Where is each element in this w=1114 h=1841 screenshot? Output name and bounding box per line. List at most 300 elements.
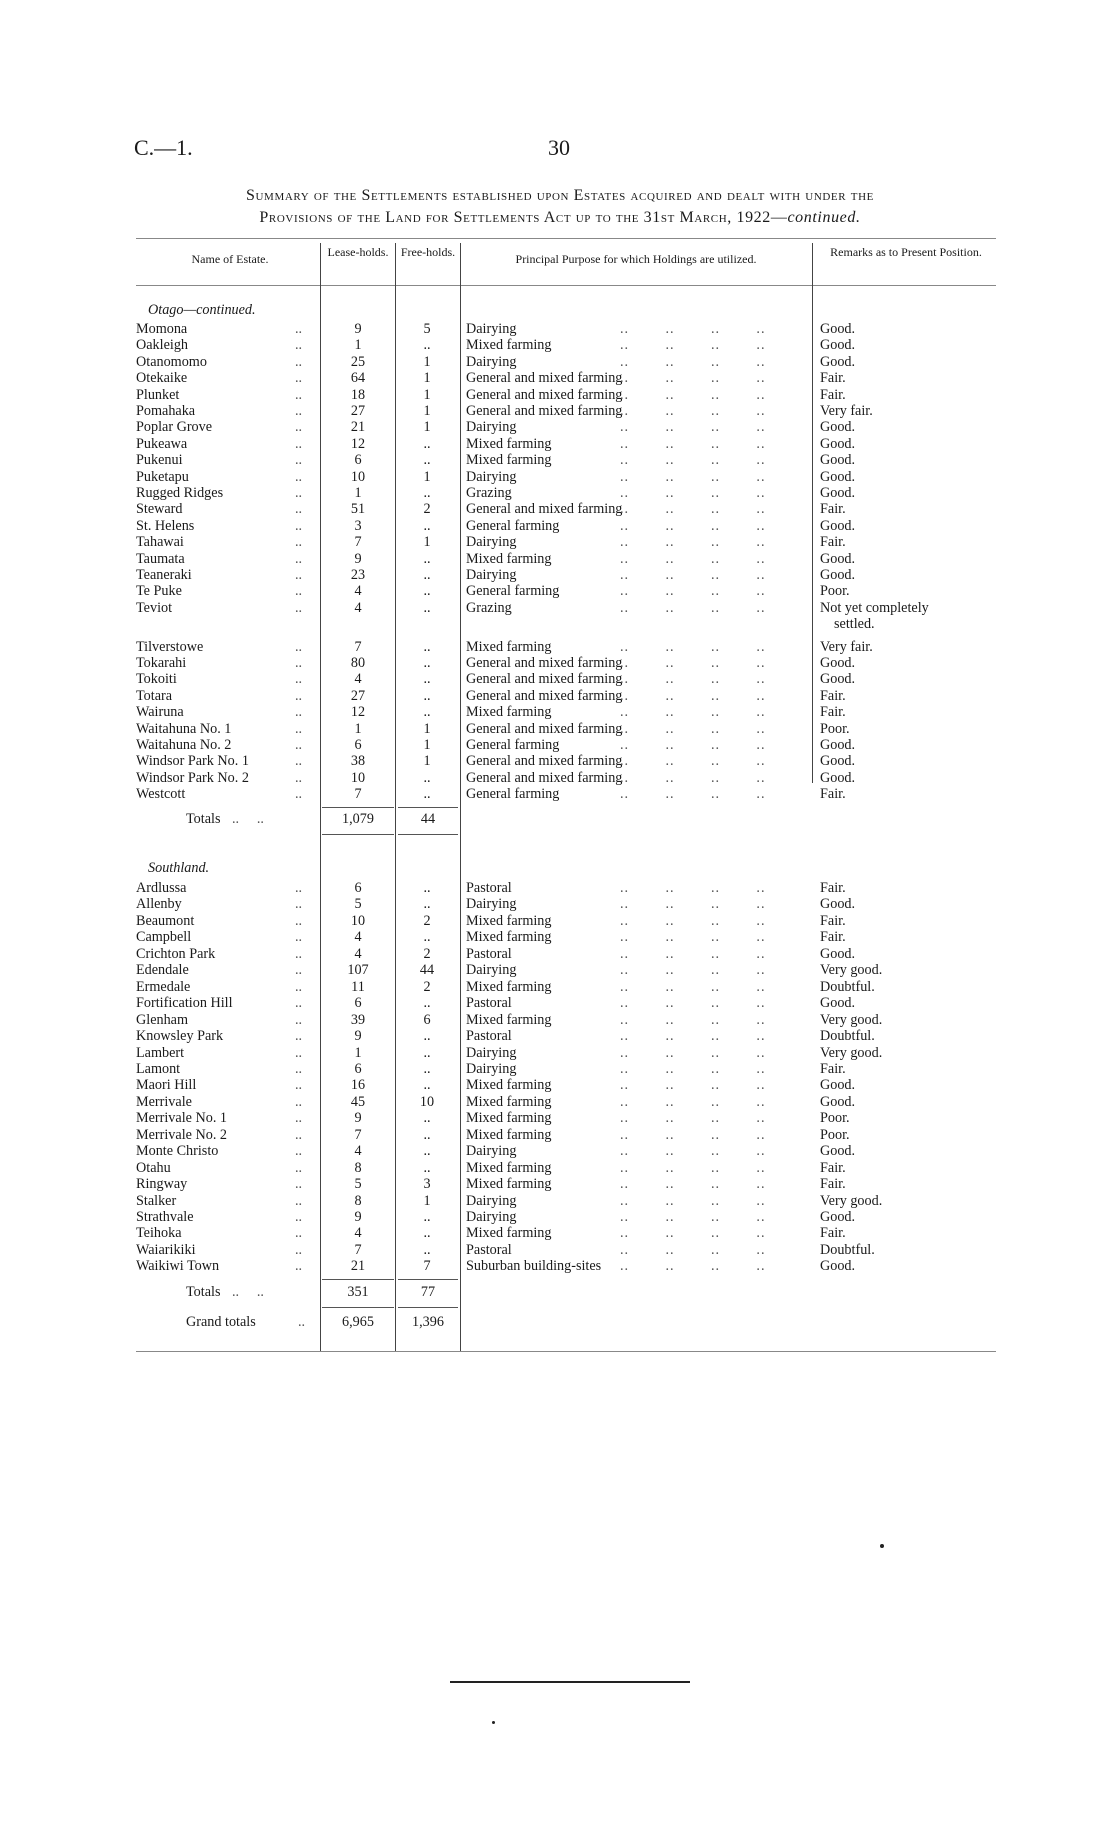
remark-value: Good.: [820, 321, 856, 337]
leaseholds-value: 1: [354, 337, 362, 354]
leaseholds-value: 27: [350, 687, 366, 704]
purpose-value: Mixed farming: [466, 435, 552, 452]
leader-dots: ..: [295, 962, 303, 979]
heading-line-2-text: Provisions of the Land for Settlements Act up to the 31st March, 1922—: [259, 209, 788, 226]
remark-value: Good.: [820, 517, 856, 534]
leader-dots: ..: [295, 1159, 303, 1176]
freeholds-value: 1: [423, 1192, 431, 1209]
leader-dots: .. .. .. ..: [620, 583, 766, 600]
estate-name: Beaumont: [136, 912, 195, 929]
purpose-value: Mixed farming: [466, 978, 552, 995]
leader-dots: .. .. .. ..: [620, 1077, 766, 1094]
freeholds-value: ..: [423, 995, 431, 1012]
leader-dots: ..: [295, 786, 303, 803]
freeholds-value: ..: [423, 1110, 431, 1127]
table-row: [0, 337, 1114, 353]
leaseholds-value: 1: [354, 720, 362, 737]
leader-dots: .. .. .. ..: [620, 753, 766, 770]
purpose-value: General and mixed farming: [466, 720, 623, 737]
leader-dots: ..: [295, 501, 303, 518]
table-row: [0, 721, 1114, 737]
leaseholds-value: 7: [354, 1126, 362, 1143]
freeholds-value: ..: [423, 485, 431, 501]
table-row: [0, 567, 1114, 583]
doc-reference: C.—1.: [134, 135, 193, 160]
remark-value: Fair.: [820, 786, 846, 803]
leader-dots: .. .. .. ..: [620, 337, 766, 354]
table-row: [0, 387, 1114, 403]
freeholds-value: ..: [423, 583, 431, 600]
leader-dots: .. .. .. ..: [620, 599, 766, 616]
leader-dots: ..: [295, 720, 303, 737]
leader-dots: ..: [295, 534, 303, 551]
remark-value: Good.: [820, 485, 856, 501]
leader-dots: ..: [295, 1044, 303, 1061]
leaseholds-value: 16: [350, 1077, 366, 1094]
leaseholds-value: 6: [354, 452, 362, 469]
estate-name: St. Helens: [136, 517, 195, 534]
leader-dots: .. .. .. ..: [620, 501, 766, 518]
leader-dots: ..: [295, 386, 303, 403]
leader-dots: ..: [295, 1225, 303, 1242]
purpose-value: General and mixed farming: [466, 403, 623, 419]
purpose-value: Mixed farming: [466, 1225, 552, 1242]
leader-dots: .. .. .. ..: [620, 929, 766, 946]
freeholds-value: 1: [423, 419, 431, 436]
leaseholds-value: 4: [354, 929, 362, 946]
leader-dots: ..: [295, 912, 303, 929]
leader-dots: .. ..: [232, 1284, 264, 1300]
heading-line-2: [120, 207, 1000, 229]
totals-label: Totals: [186, 1284, 221, 1300]
purpose-value: Mixed farming: [466, 337, 552, 354]
leader-dots: ..: [295, 419, 303, 436]
freeholds-value: ..: [423, 1060, 431, 1077]
remark-value: Doubtful.: [820, 978, 875, 995]
purpose-value: Grazing: [466, 485, 512, 501]
purpose-value: Mixed farming: [466, 929, 552, 946]
estate-name: Campbell: [136, 929, 192, 946]
leaseholds-value: 7: [354, 638, 362, 655]
leaseholds-value: 5: [354, 1176, 362, 1193]
estate-name: Ermedale: [136, 978, 191, 995]
totals-freeholds: 44: [420, 811, 436, 827]
table-row: [0, 1045, 1114, 1061]
heading-continued: continued.: [787, 209, 861, 226]
estate-name: Monte Christo: [136, 1143, 219, 1160]
leader-dots: ..: [295, 370, 303, 387]
estate-name: Merrivale No. 1: [136, 1110, 228, 1127]
leader-dots: ..: [295, 995, 303, 1012]
estate-name: Allenby: [136, 896, 182, 913]
remark-value: Good.: [820, 1093, 856, 1110]
leader-dots: .. .. .. ..: [620, 1225, 766, 1242]
leader-dots: ..: [295, 1093, 303, 1110]
leader-dots: .. .. .. ..: [620, 880, 766, 896]
leader-dots: ..: [295, 945, 303, 962]
totals-label: Totals: [186, 811, 221, 827]
leaseholds-value: 18: [350, 386, 366, 403]
leader-dots: .. .. .. ..: [620, 452, 766, 469]
leaseholds-value: 107: [347, 962, 369, 979]
freeholds-value: 1: [423, 720, 431, 737]
leaseholds-value: 4: [354, 1225, 362, 1242]
table-row: [0, 1258, 1114, 1274]
remark-value: Very good.: [820, 962, 883, 979]
leader-dots: .. ..: [232, 811, 264, 827]
table-row: [0, 583, 1114, 599]
freeholds-value: ..: [423, 671, 431, 688]
purpose-value: Dairying: [466, 1209, 517, 1225]
remark-value: Fair.: [820, 912, 846, 929]
table-row: [0, 501, 1114, 517]
purpose-value: Dairying: [466, 896, 517, 913]
section-title-otago: Otago—continued.: [148, 302, 256, 318]
estate-name: Knowsley Park: [136, 1028, 224, 1045]
purpose-value: General farming: [466, 517, 560, 534]
estate-name: Tokarahi: [136, 655, 187, 671]
leader-dots: ..: [295, 321, 303, 337]
leader-dots: ..: [298, 1314, 306, 1330]
leader-dots: ..: [295, 929, 303, 946]
purpose-value: Dairying: [466, 567, 517, 583]
table-row: [0, 600, 1114, 616]
totals-rule: [398, 807, 458, 808]
remark-value: Good.: [820, 1258, 856, 1275]
table-row: [0, 770, 1114, 786]
estate-name: Plunket: [136, 386, 180, 403]
freeholds-value: 2: [423, 501, 431, 518]
purpose-value: Dairying: [466, 1060, 517, 1077]
estate-name: Glenham: [136, 1011, 189, 1028]
table-row: [0, 1110, 1114, 1126]
leader-dots: ..: [295, 687, 303, 704]
remark-value: Good.: [820, 452, 856, 469]
purpose-value: General and mixed farming: [466, 769, 623, 786]
leader-dots: ..: [295, 1077, 303, 1094]
leader-dots: .. .. .. ..: [620, 1209, 766, 1225]
leader-dots: ..: [295, 1060, 303, 1077]
leaseholds-value: 39: [350, 1011, 366, 1028]
leaseholds-value: 51: [350, 501, 366, 518]
leader-dots: .. .. .. ..: [620, 737, 766, 753]
grand-totals-leaseholds: 6,965: [342, 1314, 374, 1330]
column-header-freeholds: Free-holds.: [400, 245, 456, 259]
freeholds-value: ..: [423, 638, 431, 655]
freeholds-value: ..: [423, 1077, 431, 1094]
remark-value: Poor.: [820, 1126, 850, 1143]
totals-leaseholds: 1,079: [342, 811, 374, 827]
freeholds-value: ..: [423, 1044, 431, 1061]
totals-rule: [322, 807, 394, 808]
leader-dots: .. .. .. ..: [620, 1192, 766, 1209]
estate-name: Pukeawa: [136, 435, 188, 452]
purpose-value: Mixed farming: [466, 1077, 552, 1094]
remark-value: Good.: [820, 337, 856, 354]
leader-dots: .. .. .. ..: [620, 769, 766, 786]
leader-dots: .. .. .. ..: [620, 786, 766, 803]
leaseholds-value: 45: [350, 1093, 366, 1110]
freeholds-value: ..: [423, 337, 431, 354]
leaseholds-value: 23: [350, 567, 366, 583]
totals-rule: [398, 834, 458, 835]
leader-dots: ..: [295, 1143, 303, 1160]
freeholds-value: ..: [423, 1209, 431, 1225]
estate-name: Pukenui: [136, 452, 183, 469]
estate-name: Otanomomo: [136, 353, 207, 370]
freeholds-value: ..: [423, 786, 431, 803]
table-row: [0, 321, 1114, 337]
freeholds-value: ..: [423, 599, 431, 616]
purpose-value: General and mixed farming: [466, 501, 623, 518]
leader-dots: ..: [295, 583, 303, 600]
leader-dots: .. .. .. ..: [620, 978, 766, 995]
estate-name: Lamont: [136, 1060, 181, 1077]
remark-value: Good.: [820, 567, 856, 583]
purpose-value: Mixed farming: [466, 1176, 552, 1193]
freeholds-value: ..: [423, 769, 431, 786]
freeholds-value: ..: [423, 435, 431, 452]
leader-dots: ..: [295, 550, 303, 567]
leader-dots: ..: [295, 753, 303, 770]
purpose-value: Pastoral: [466, 1241, 512, 1258]
estate-name: Rugged Ridges: [136, 485, 224, 501]
estate-name: Totara: [136, 687, 173, 704]
purpose-value: Pastoral: [466, 995, 512, 1012]
purpose-value: Mixed farming: [466, 550, 552, 567]
leader-dots: .. .. .. ..: [620, 1176, 766, 1193]
remark-value: Very fair.: [820, 638, 873, 655]
table-row: [0, 1176, 1114, 1192]
leaseholds-value: 4: [354, 1143, 362, 1160]
remark-value: Good.: [820, 737, 856, 753]
leader-dots: ..: [295, 737, 303, 753]
freeholds-value: 1: [423, 403, 431, 419]
remark-value: Good.: [820, 896, 856, 913]
leader-dots: ..: [295, 1241, 303, 1258]
purpose-value: Mixed farming: [466, 1126, 552, 1143]
remark-value: Poor.: [820, 583, 850, 600]
estate-name: Ardlussa: [136, 880, 187, 896]
estate-name: Strathvale: [136, 1209, 194, 1225]
estate-name: Teaneraki: [136, 567, 192, 583]
estate-name: Stalker: [136, 1192, 177, 1209]
leader-dots: ..: [295, 1176, 303, 1193]
estate-name: Wairuna: [136, 704, 184, 721]
leader-dots: .. .. .. ..: [620, 687, 766, 704]
estate-name: Waitahuna No. 1: [136, 720, 232, 737]
purpose-value: Suburban building-sites: [466, 1258, 602, 1275]
estate-name: Windsor Park No. 1: [136, 753, 249, 770]
table-row: [0, 1143, 1114, 1159]
leader-dots: ..: [295, 1011, 303, 1028]
freeholds-value: 1: [423, 753, 431, 770]
leader-dots: .. .. .. ..: [620, 945, 766, 962]
estate-name: Ringway: [136, 1176, 188, 1193]
remark-value: Good.: [820, 753, 856, 770]
column-header-leaseholds: Lease-holds.: [327, 245, 389, 259]
leaseholds-value: 11: [351, 978, 365, 995]
purpose-value: Dairying: [466, 962, 517, 979]
leader-dots: ..: [295, 896, 303, 913]
table-row: [0, 704, 1114, 720]
leader-dots: .. .. .. ..: [620, 1241, 766, 1258]
leaseholds-value: 21: [350, 1258, 366, 1275]
leaseholds-value: 21: [350, 419, 366, 436]
estate-name: Fortification Hill: [136, 995, 233, 1012]
remark-value: Doubtful.: [820, 1028, 875, 1045]
purpose-value: General and mixed farming: [466, 753, 623, 770]
purpose-value: General farming: [466, 737, 560, 753]
leaseholds-value: 6: [354, 1060, 362, 1077]
leader-dots: ..: [295, 655, 303, 671]
freeholds-value: 2: [423, 978, 431, 995]
leaseholds-value: 1: [354, 485, 362, 501]
leader-dots: .. .. .. ..: [620, 995, 766, 1012]
leader-dots: .. .. .. ..: [620, 1028, 766, 1045]
table-row: [0, 737, 1114, 753]
freeholds-value: 44: [419, 962, 435, 979]
leaseholds-value: 4: [354, 671, 362, 688]
table-row: [0, 995, 1114, 1011]
table-row: [0, 518, 1114, 534]
leaseholds-value: 3: [354, 517, 362, 534]
remark-value: Very good.: [820, 1044, 883, 1061]
ink-speck: [880, 1544, 884, 1548]
remark-value: Doubtful.: [820, 1241, 875, 1258]
estate-name: Crichton Park: [136, 945, 216, 962]
leader-dots: .. .. .. ..: [620, 370, 766, 387]
leaseholds-value: 9: [354, 1028, 362, 1045]
grand-totals-label: Grand totals: [186, 1314, 256, 1330]
leader-dots: ..: [295, 1209, 303, 1225]
table-row: [0, 929, 1114, 945]
remark-value: Good.: [820, 769, 856, 786]
remark-value: Fair.: [820, 704, 846, 721]
leader-dots: ..: [295, 704, 303, 721]
remark-value: Very good.: [820, 1011, 883, 1028]
leaseholds-value: 12: [350, 704, 366, 721]
leader-dots: .. .. .. ..: [620, 550, 766, 567]
table-top-rule: [136, 238, 996, 239]
remark-value: Fair.: [820, 534, 846, 551]
leader-dots: .. .. .. ..: [620, 1159, 766, 1176]
estate-name: Poplar Grove: [136, 419, 213, 436]
table-bottom-rule: [136, 1351, 996, 1352]
leader-dots: ..: [295, 769, 303, 786]
totals-rule: [398, 1279, 458, 1280]
estate-name: Merrivale: [136, 1093, 192, 1110]
estate-name: Teviot: [136, 599, 173, 616]
freeholds-value: 1: [423, 353, 431, 370]
column-header-remarks: Remarks as to Present Position.: [830, 245, 982, 259]
leader-dots: .. .. .. ..: [620, 386, 766, 403]
leader-dots: .. .. .. ..: [620, 321, 766, 337]
leader-dots: .. .. .. ..: [620, 720, 766, 737]
table-row: [0, 979, 1114, 995]
leaseholds-value: 9: [354, 1110, 362, 1127]
leaseholds-value: 25: [350, 353, 366, 370]
purpose-value: Mixed farming: [466, 638, 552, 655]
table-row: [0, 469, 1114, 485]
remark-value: Good.: [820, 468, 856, 485]
leader-dots: .. .. .. ..: [620, 655, 766, 671]
remark-value: Fair.: [820, 1176, 846, 1193]
estate-name: Waiarikiki: [136, 1241, 196, 1258]
leader-dots: .. .. .. ..: [620, 534, 766, 551]
table-row: [0, 1094, 1114, 1110]
estate-name: Tilverstowe: [136, 638, 204, 655]
purpose-value: Mixed farming: [466, 1011, 552, 1028]
freeholds-value: ..: [423, 550, 431, 567]
leaseholds-value: 4: [354, 599, 362, 616]
estate-name: Momona: [136, 321, 188, 337]
purpose-value: General and mixed farming: [466, 386, 623, 403]
grand-totals-freeholds: 1,396: [412, 1314, 444, 1330]
leader-dots: ..: [295, 1028, 303, 1045]
estate-name: Waitahuna No. 2: [136, 737, 232, 753]
purpose-value: Dairying: [466, 1143, 517, 1160]
table-row: [0, 452, 1114, 468]
purpose-value: Pastoral: [466, 945, 512, 962]
leader-dots: .. .. .. ..: [620, 1044, 766, 1061]
remark-value: Very fair.: [820, 403, 873, 419]
freeholds-value: 2: [423, 912, 431, 929]
purpose-value: General and mixed farming: [466, 655, 623, 671]
leader-dots: .. .. .. ..: [620, 1110, 766, 1127]
freeholds-value: ..: [423, 452, 431, 469]
freeholds-value: 5: [423, 321, 431, 337]
purpose-value: General and mixed farming: [466, 671, 623, 688]
column-header-purpose: Principal Purpose for which Holdings are utilized.: [515, 252, 757, 266]
remark-value: Fair.: [820, 1060, 846, 1077]
freeholds-value: ..: [423, 896, 431, 913]
leader-dots: ..: [295, 567, 303, 583]
freeholds-value: ..: [423, 1159, 431, 1176]
leader-dots: ..: [295, 353, 303, 370]
freeholds-value: ..: [423, 704, 431, 721]
leader-dots: ..: [295, 638, 303, 655]
remark-value: Very good.: [820, 1192, 883, 1209]
purpose-value: Mixed farming: [466, 452, 552, 469]
table-row-continuation: [0, 616, 1114, 632]
freeholds-value: ..: [423, 1126, 431, 1143]
remark-value: Good.: [820, 550, 856, 567]
purpose-value: Dairying: [466, 419, 517, 436]
purpose-value: Pastoral: [466, 1028, 512, 1045]
table-row: [0, 1061, 1114, 1077]
table-row: [0, 655, 1114, 671]
estate-name: Waikiwi Town: [136, 1258, 220, 1275]
remark-value: Good.: [820, 1143, 856, 1160]
estate-name: Pomahaka: [136, 403, 196, 419]
leader-dots: .. .. .. ..: [620, 419, 766, 436]
table-row: [0, 1160, 1114, 1176]
leaseholds-value: 8: [354, 1159, 362, 1176]
leader-dots: ..: [295, 517, 303, 534]
freeholds-value: 1: [423, 468, 431, 485]
remark-value: Good.: [820, 945, 856, 962]
leader-dots: .. .. .. ..: [620, 403, 766, 419]
purpose-value: Mixed farming: [466, 1093, 552, 1110]
freeholds-value: ..: [423, 929, 431, 946]
table-row: [0, 671, 1114, 687]
remark-value: Fair.: [820, 687, 846, 704]
leaseholds-value: 9: [354, 321, 362, 337]
remark-value-continued: settled.: [834, 616, 875, 633]
estate-name: Te Puke: [136, 583, 182, 600]
remark-value: Good.: [820, 671, 856, 688]
